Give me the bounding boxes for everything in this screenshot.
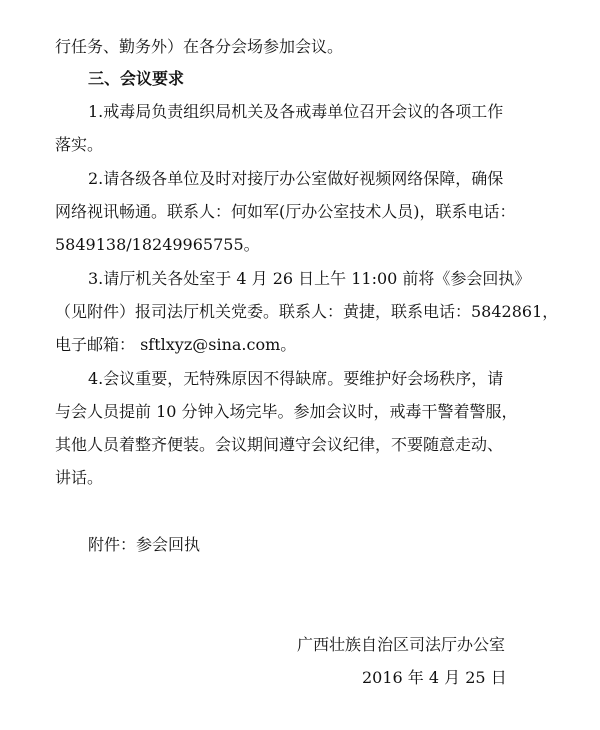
issuer-name: 广西壮族自治区司法厅办公室 (297, 635, 506, 654)
item-4-line-2: 与会人员提前 10 分钟入场完毕。参加会议时，戒毒干警着警服， (55, 402, 518, 421)
section-heading: 三、会议要求 (88, 69, 185, 88)
item-4-line-1: 4.会议重要，无特殊原因不得缺席。要维护好会场秩序，请 (88, 369, 504, 388)
issue-date: 2016 年 4 月 25 日 (362, 668, 507, 687)
item-4-line-4: 讲话。 (55, 468, 104, 487)
attachment-note: 附件：参会回执 (88, 535, 201, 554)
item-3-line-3: 电子邮箱： sftlxyz@sina.com。 (55, 335, 297, 354)
intro-tail-line: 行任务、勤务外）在各分会场参加会议。 (55, 37, 344, 56)
item-3-line-1: 3.请厅机关各处室于 4 月 26 日上午 11:00 前将《参会回执》 (88, 269, 531, 288)
item-4-line-3: 其他人员着整齐便装。会议期间遵守会议纪律，不要随意走动、 (55, 435, 504, 454)
item-1-line-1: 1.戒毒局负责组织局机关及各戒毒单位召开会议的各项工作 (88, 102, 504, 121)
item-2-line-1: 2.请各级各单位及时对接厅办公室做好视频网络保障，确保 (88, 169, 504, 188)
item-1-line-2: 落实。 (55, 135, 104, 154)
item-3-line-2: （见附件）报司法厅机关党委。联系人：黄捷，联系电话：5842861， (55, 302, 559, 321)
item-2-line-2: 网络视讯畅通。联系人：何如军(厅办公室技术人员)，联系电话： (55, 202, 516, 221)
item-2-line-3: 5849138/18249965755。 (55, 235, 260, 254)
